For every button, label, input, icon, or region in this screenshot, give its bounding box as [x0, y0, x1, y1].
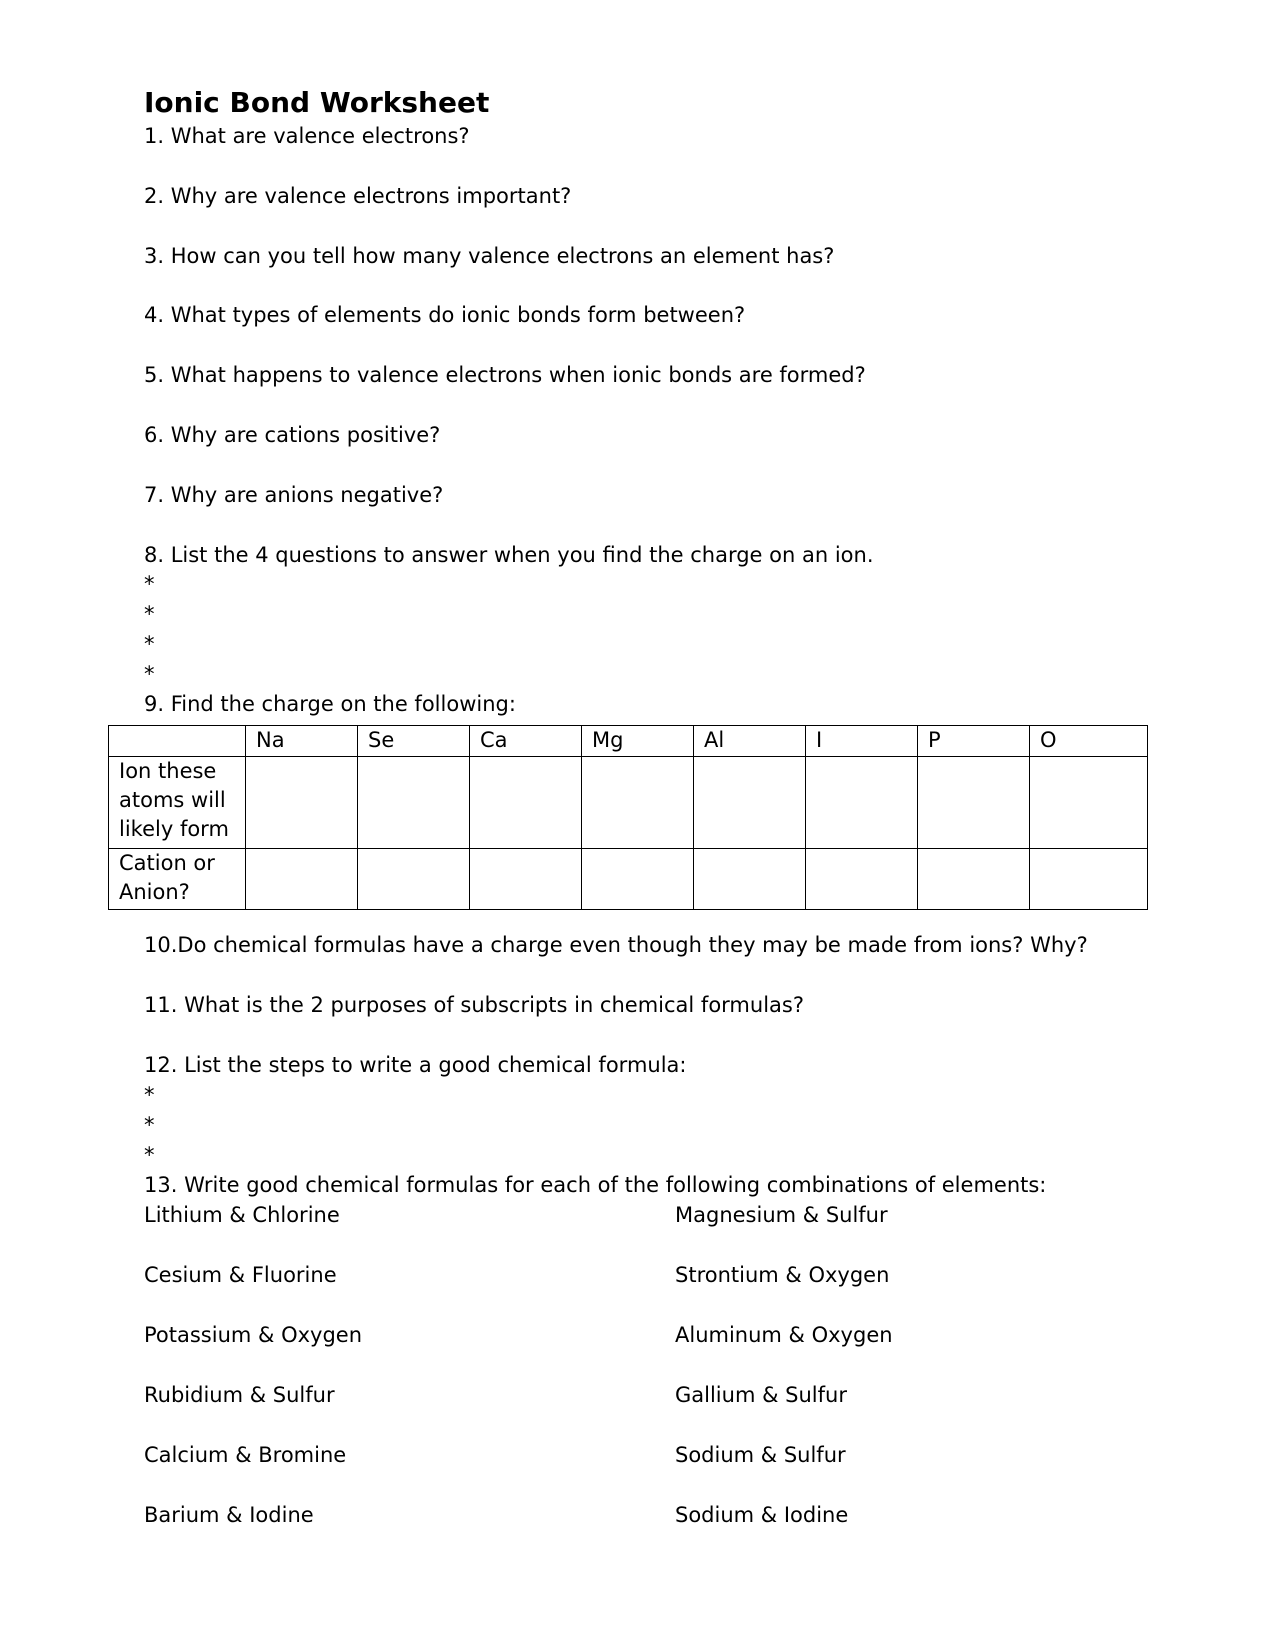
table-row-cation-anion	[109, 848, 1148, 909]
bullet-q12-1: *	[144, 1083, 155, 1107]
answer-cell[interactable]	[1030, 757, 1148, 848]
question-4: 4. What types of elements do ionic bonds form between?	[144, 303, 746, 327]
bullet-q12-3: *	[144, 1143, 155, 1167]
row-label-ion: Ion these atoms will likely form	[109, 757, 246, 848]
question-1: 1. What are valence electrons?	[144, 124, 470, 148]
answer-cell[interactable]	[358, 757, 470, 848]
answer-cell[interactable]	[918, 757, 1030, 848]
question-12: 12. List the steps to write a good chemical formula:	[144, 1053, 687, 1077]
combination-right: Strontium & Oxygen	[675, 1263, 890, 1287]
question-6: 6. Why are cations positive?	[144, 423, 441, 447]
combination-right: Sodium & Sulfur	[675, 1443, 846, 1467]
table-header-row	[109, 726, 1148, 757]
bullet-q8-2: *	[144, 602, 155, 626]
question-13: 13. Write good chemical formulas for each of the following combinations of elements:	[144, 1173, 1047, 1197]
combination-left: Lithium & Chlorine	[144, 1203, 340, 1227]
element-header: P	[918, 726, 1030, 757]
question-3: 3. How can you tell how many valence electrons an element has?	[144, 244, 835, 268]
combination-right: Aluminum & Oxygen	[675, 1323, 893, 1347]
element-header: Na	[246, 726, 358, 757]
answer-cell[interactable]	[582, 848, 694, 909]
bullet-q8-3: *	[144, 632, 155, 656]
answer-cell[interactable]	[582, 757, 694, 848]
answer-cell[interactable]	[806, 757, 918, 848]
row-label-cation-anion: Cation or Anion?	[109, 848, 246, 909]
answer-cell[interactable]	[246, 757, 358, 848]
combination-left: Calcium & Bromine	[144, 1443, 347, 1467]
question-5: 5. What happens to valence electrons when ionic bonds are formed?	[144, 363, 866, 387]
answer-cell[interactable]	[470, 757, 582, 848]
answer-cell[interactable]	[1030, 848, 1148, 909]
bullet-q12-2: *	[144, 1113, 155, 1137]
worksheet-title: Ionic Bond Worksheet	[144, 86, 490, 119]
bullet-q8-4: *	[144, 662, 155, 686]
answer-cell[interactable]	[694, 757, 806, 848]
combination-right: Gallium & Sulfur	[675, 1383, 847, 1407]
combination-right: Magnesium & Sulfur	[675, 1203, 888, 1227]
combination-left: Cesium & Fluorine	[144, 1263, 337, 1287]
charge-table	[108, 725, 1148, 910]
table-row-ion	[109, 757, 1148, 848]
table-corner-cell	[109, 726, 246, 757]
combination-left: Barium & Iodine	[144, 1503, 314, 1527]
question-2: 2. Why are valence electrons important?	[144, 184, 572, 208]
question-11: 11. What is the 2 purposes of subscripts in chemical formulas?	[144, 993, 804, 1017]
answer-cell[interactable]	[918, 848, 1030, 909]
element-header: I	[806, 726, 918, 757]
element-header: Se	[358, 726, 470, 757]
element-header: Ca	[470, 726, 582, 757]
combination-left: Rubidium & Sulfur	[144, 1383, 335, 1407]
question-8: 8. List the 4 questions to answer when you find the charge on an ion.	[144, 543, 874, 567]
question-7: 7. Why are anions negative?	[144, 483, 444, 507]
element-header: O	[1030, 726, 1148, 757]
question-10: 10.Do chemical formulas have a charge even though they may be made from ions? Why?	[144, 933, 1088, 957]
combination-left: Potassium & Oxygen	[144, 1323, 363, 1347]
answer-cell[interactable]	[358, 848, 470, 909]
answer-cell[interactable]	[246, 848, 358, 909]
answer-cell[interactable]	[694, 848, 806, 909]
answer-cell[interactable]	[470, 848, 582, 909]
bullet-q8-1: *	[144, 572, 155, 596]
combination-right: Sodium & Iodine	[675, 1503, 849, 1527]
element-header: Al	[694, 726, 806, 757]
element-header: Mg	[582, 726, 694, 757]
answer-cell[interactable]	[806, 848, 918, 909]
question-9: 9. Find the charge on the following:	[144, 692, 516, 716]
